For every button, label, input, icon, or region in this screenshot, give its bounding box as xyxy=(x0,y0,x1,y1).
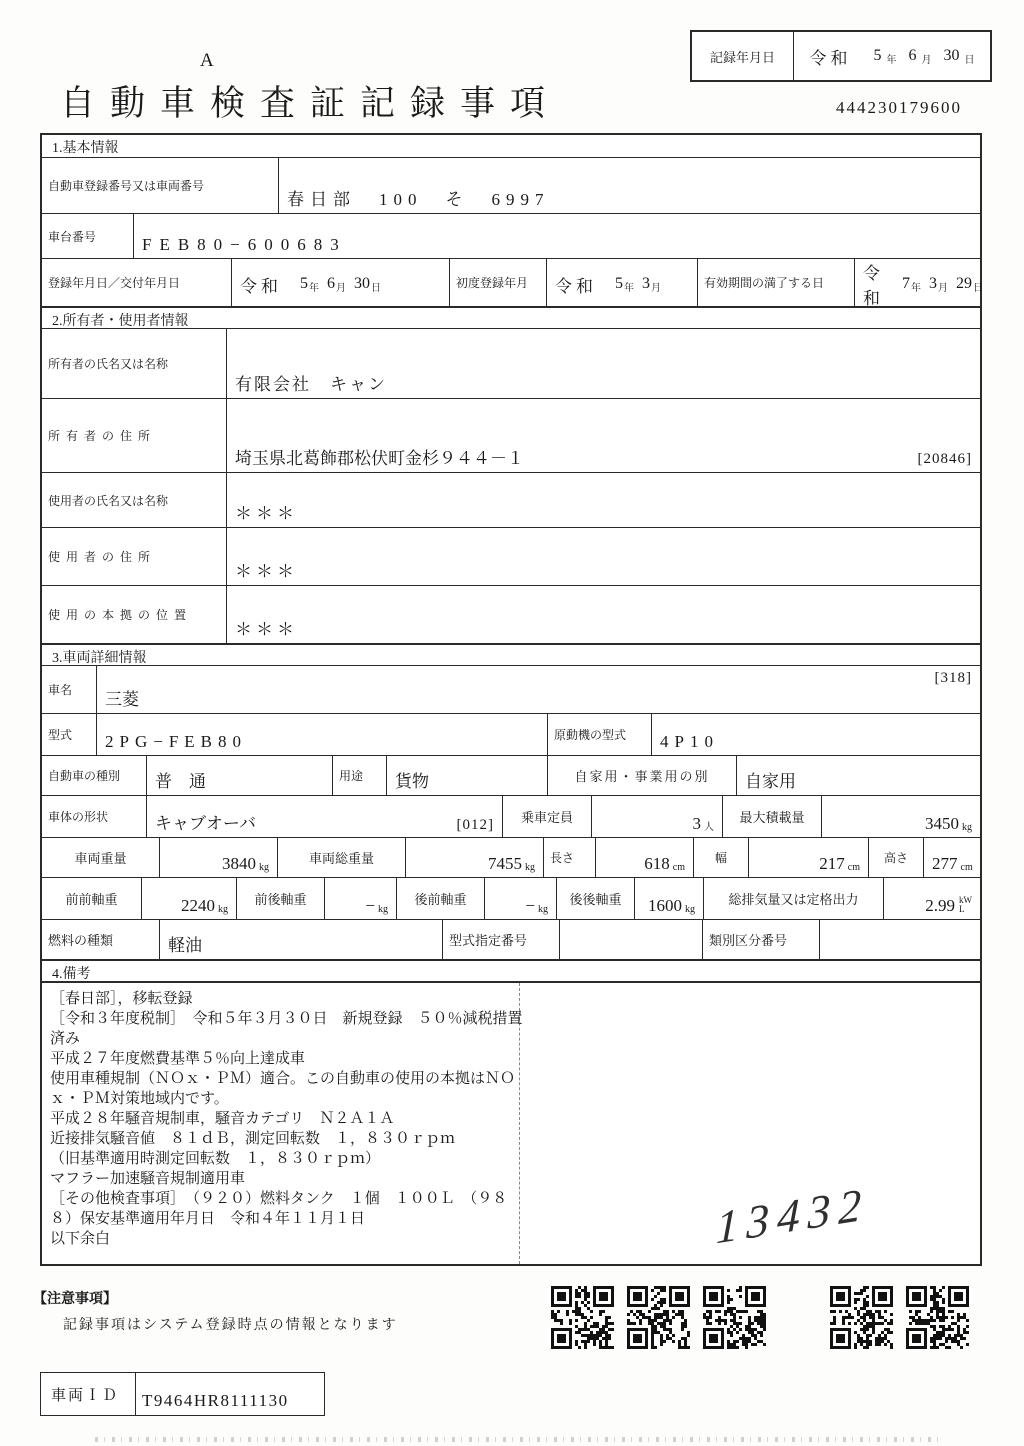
car-name-row xyxy=(42,665,980,713)
body-shape-label: 車体の形状 xyxy=(42,796,147,837)
record-date-label: 記録年月日 xyxy=(692,32,794,80)
qr-code-icon xyxy=(906,1286,969,1349)
use-label: 用途 xyxy=(332,756,387,795)
user-address-label: 使用者の住所 xyxy=(42,528,227,585)
private-business-value: 自家用 xyxy=(745,772,796,791)
gross-weight-value: 7455 kg xyxy=(406,838,544,877)
qr-code-icon xyxy=(830,1286,893,1349)
qr-code-icon xyxy=(627,1286,690,1349)
chassis-number-value: FEB80−600683 xyxy=(142,235,347,254)
vehicle-type-label: 自動車の種別 xyxy=(42,756,147,795)
vehicle-weight-label: 車両重量 xyxy=(42,838,160,877)
record-date-box xyxy=(690,30,992,82)
car-name-value: 三菱 [318] xyxy=(105,670,972,709)
section3-header: 3.車両詳細情報 xyxy=(42,643,980,665)
registration-date-label: 登録年月日／交付年月日 xyxy=(42,259,232,306)
owner-address-label: 所有者の住所 xyxy=(42,399,227,472)
main-table xyxy=(40,133,982,1266)
fuel-value: 軽油 xyxy=(168,936,202,955)
registration-number-value: 春日部 100 そ 6997 xyxy=(287,190,550,209)
body-shape-row xyxy=(42,795,980,837)
qr-code-group-right xyxy=(830,1286,969,1349)
vehicle-type-row xyxy=(42,755,980,795)
owner-name-value: 有限会社 キャン xyxy=(235,375,387,394)
vehicle-type-value: 普 通 xyxy=(155,772,206,791)
qr-code-group-left xyxy=(551,1286,766,1349)
rear-front-axle-value: − kg xyxy=(485,878,557,919)
axle-weights-row xyxy=(42,877,980,919)
remarks-text: ［春日部］，移転登録 ［令和３年度税制］ 令和５年３月３０日 新規登録 ５０％減税措置 済み 平成２７年度燃費基準５％向上達成車 使用車種規制（ＮＯｘ・ＰＭ）適合。この自動車の使用の本拠はＮＯ ｘ・ＰＭ対策地域内です。 平成２８年騒音規制車，騒音カテゴリ Ｎ２Ａ１Ａ 近接排気騒音値 ８１ｄＢ，測定回転数 １，８３０ｒｐｍ （旧基準適用時測定回転数 １，８３０ｒｐｍ） マフラー加速騒音規制適用車 ［その他検査事項］ （９２０）燃料タンク １個 １００Ｌ （９８ ８）保安基準適用年月日 令和４年１１月１日 以下余白 xyxy=(42,983,520,1264)
fuel-label: 燃料の種類 xyxy=(42,920,160,959)
user-name-row xyxy=(42,472,980,527)
owner-address-value: 埼玉県北葛飾郡松伏町金杉９４４－１ [20846] xyxy=(235,449,972,468)
max-load-value: 3450 kg xyxy=(925,814,972,833)
section2-header: 2.所有者・使用者情報 xyxy=(42,306,980,328)
length-value: 618 cm xyxy=(596,838,694,877)
notes-body: 記録事項はシステム登録時点の情報となります xyxy=(63,1318,398,1333)
base-location-value: ＊＊＊ xyxy=(235,620,298,639)
front-front-axle-value: 2240 kg xyxy=(142,878,237,919)
capacity-value: 3 人 xyxy=(692,814,714,833)
front-rear-axle-label: 前後軸重 xyxy=(237,878,325,919)
car-name-label: 車名 xyxy=(42,666,97,713)
owner-name-row xyxy=(42,328,980,398)
rear-rear-axle-value: 1600 kg xyxy=(635,878,704,919)
vehicle-id-label: 車両ＩＤ xyxy=(41,1373,136,1415)
owner-address-code: [20846] xyxy=(917,451,972,467)
dates-row xyxy=(42,258,983,308)
length-label: 長さ xyxy=(544,838,596,877)
qr-code-icon xyxy=(703,1286,766,1349)
qr-code-icon xyxy=(551,1286,614,1349)
document-number: 444230179600 xyxy=(836,98,962,117)
private-business-label: 自家用・事業用の別 xyxy=(547,756,737,795)
weights-row xyxy=(42,837,980,877)
displacement-unit: kW L xyxy=(959,895,972,914)
width-label: 幅 xyxy=(694,838,749,877)
capacity-label: 乗車定員 xyxy=(502,796,592,837)
remarks-box xyxy=(42,981,980,1264)
section1-header: 1.基本情報 xyxy=(52,141,119,156)
car-name-code: [318] xyxy=(934,670,972,686)
gross-weight-label: 車両総重量 xyxy=(278,838,406,877)
vehicle-weight-value: 3840 kg xyxy=(160,838,278,877)
section4-header: 4.備考 xyxy=(42,959,980,981)
engine-model-label: 原動機の型式 xyxy=(547,714,652,755)
chassis-number-row xyxy=(42,213,980,258)
displacement-label: 総排気量又は定格出力 xyxy=(704,878,884,919)
chassis-number-label: 車台番号 xyxy=(42,214,134,258)
registration-number-label: 自動車登録番号又は車両番号 xyxy=(42,158,279,213)
type-designation-label: 型式指定番号 xyxy=(442,920,560,959)
engine-model-value: 4P10 xyxy=(660,732,719,751)
displacement-value: 2.99 kW L xyxy=(925,895,972,915)
max-load-label: 最大積載量 xyxy=(722,796,822,837)
class-number-label: 類別区分番号 xyxy=(702,920,820,959)
body-shape-value: キャブオーバ [012] xyxy=(155,814,494,833)
height-value: 277 cm xyxy=(932,854,973,873)
first-registration-label: 初度登録年月 xyxy=(449,259,547,306)
model-label: 型式 xyxy=(42,714,97,755)
user-address-row xyxy=(42,527,980,585)
expiry-date-value: 令和 7 年 3 月 29 日 xyxy=(863,264,983,308)
front-front-axle-label: 前前軸重 xyxy=(42,878,142,919)
registration-date-value: 令和 5 年 6 月 30 日 xyxy=(240,275,381,296)
owner-address-row xyxy=(42,398,980,472)
use-value: 貨物 xyxy=(395,772,429,791)
record-date-value: 令和 5 年 6 月 30 日 xyxy=(794,32,990,80)
front-rear-axle-value: − kg xyxy=(325,878,397,919)
model-value: 2PG−FEB80 xyxy=(105,732,247,751)
first-registration-value: 令和 5 年 3 月 xyxy=(555,275,661,296)
handwritten-number: 13432 xyxy=(715,1177,870,1254)
user-address-value: ＊＊＊ xyxy=(235,562,298,581)
fuel-row xyxy=(42,919,980,959)
page-mark-a: A xyxy=(200,50,214,71)
type-designation-value xyxy=(560,920,702,959)
user-name-value: ＊＊＊ xyxy=(235,504,298,523)
height-label: 高さ xyxy=(869,838,924,877)
rear-front-axle-label: 後前軸重 xyxy=(397,878,485,919)
scan-artifact-strip xyxy=(95,1437,945,1442)
model-row xyxy=(42,713,980,755)
base-location-row xyxy=(42,585,980,643)
document-title: 自動車検査証記録事項 xyxy=(60,84,561,123)
registration-number-row xyxy=(42,157,980,213)
notes-title: 【注意事項】 xyxy=(33,1292,117,1307)
record-date-era: 令和 xyxy=(809,48,852,68)
vehicle-id-value: T9464HR8111130 xyxy=(142,1391,289,1410)
body-shape-code: [012] xyxy=(456,817,494,833)
class-number-value xyxy=(820,920,980,959)
owner-name-label: 所有者の氏名又は名称 xyxy=(42,329,227,398)
width-value: 217 cm xyxy=(749,838,869,877)
expiry-date-label: 有効期間の満了する日 xyxy=(697,259,855,306)
rear-rear-axle-label: 後後軸重 xyxy=(557,878,635,919)
base-location-label: 使用の本拠の位置 xyxy=(42,586,227,643)
vehicle-id-box xyxy=(40,1372,325,1416)
user-name-label: 使用者の氏名又は名称 xyxy=(42,473,227,527)
